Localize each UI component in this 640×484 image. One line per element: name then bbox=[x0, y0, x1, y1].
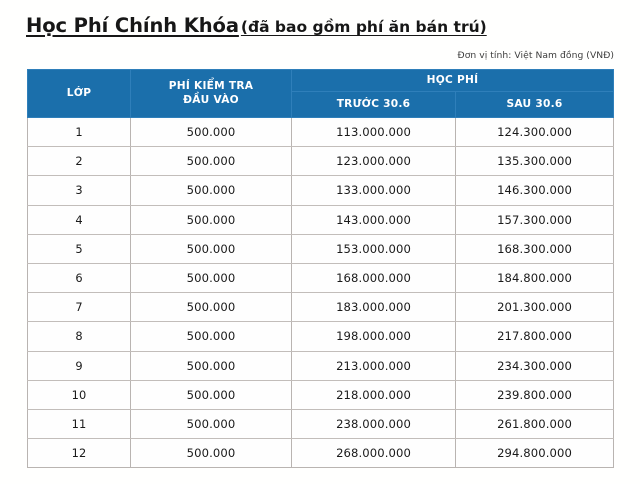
cell-entrance-fee: 500.000 bbox=[131, 322, 292, 351]
cell-tuition-after: 234.300.000 bbox=[456, 351, 614, 380]
cell-tuition-before: 168.000.000 bbox=[292, 263, 456, 292]
column-header-tuition-before: TRƯỚC 30.6 bbox=[292, 92, 456, 118]
table-row bbox=[28, 351, 614, 380]
cell-tuition-after: 261.800.000 bbox=[456, 409, 614, 438]
cell-tuition-before: 238.000.000 bbox=[292, 409, 456, 438]
table-row bbox=[28, 234, 614, 263]
cell-grade: 11 bbox=[28, 409, 131, 438]
page-title-subtitle: (đã bao gồm phí ăn bán trú) bbox=[240, 18, 487, 36]
cell-tuition-after: 239.800.000 bbox=[456, 380, 614, 409]
cell-tuition-before: 268.000.000 bbox=[292, 439, 456, 468]
currency-unit-note: Đơn vị tính: Việt Nam đồng (VNĐ) bbox=[457, 50, 614, 61]
table-row bbox=[28, 322, 614, 351]
cell-entrance-fee: 500.000 bbox=[131, 263, 292, 292]
cell-tuition-after: 157.300.000 bbox=[456, 205, 614, 234]
cell-grade: 6 bbox=[28, 263, 131, 292]
table-row bbox=[28, 118, 614, 147]
cell-grade: 4 bbox=[28, 205, 131, 234]
table-row bbox=[28, 380, 614, 409]
cell-entrance-fee: 500.000 bbox=[131, 351, 292, 380]
cell-entrance-fee: 500.000 bbox=[131, 176, 292, 205]
cell-entrance-fee: 500.000 bbox=[131, 118, 292, 147]
table-row bbox=[28, 205, 614, 234]
cell-entrance-fee: 500.000 bbox=[131, 147, 292, 176]
cell-grade: 7 bbox=[28, 293, 131, 322]
cell-tuition-after: 201.300.000 bbox=[456, 293, 614, 322]
cell-grade: 9 bbox=[28, 351, 131, 380]
column-header-entrance-fee bbox=[131, 70, 292, 118]
cell-tuition-before: 113.000.000 bbox=[292, 118, 456, 147]
table-body bbox=[28, 118, 614, 468]
cell-grade: 1 bbox=[28, 118, 131, 147]
cell-tuition-after: 294.800.000 bbox=[456, 439, 614, 468]
cell-tuition-after: 146.300.000 bbox=[456, 176, 614, 205]
cell-tuition-before: 198.000.000 bbox=[292, 322, 456, 351]
table-row bbox=[28, 176, 614, 205]
table-row bbox=[28, 263, 614, 292]
cell-tuition-after: 124.300.000 bbox=[456, 118, 614, 147]
table-header bbox=[28, 70, 614, 118]
cell-entrance-fee: 500.000 bbox=[131, 205, 292, 234]
cell-entrance-fee: 500.000 bbox=[131, 293, 292, 322]
table-row bbox=[28, 409, 614, 438]
cell-grade: 12 bbox=[28, 439, 131, 468]
page-title-main: Học Phí Chính Khóa bbox=[26, 14, 239, 37]
cell-tuition-after: 135.300.000 bbox=[456, 147, 614, 176]
cell-tuition-before: 183.000.000 bbox=[292, 293, 456, 322]
tuition-fee-table bbox=[27, 69, 614, 468]
cell-entrance-fee: 500.000 bbox=[131, 439, 292, 468]
cell-tuition-before: 218.000.000 bbox=[292, 380, 456, 409]
cell-entrance-fee: 500.000 bbox=[131, 409, 292, 438]
cell-tuition-before: 143.000.000 bbox=[292, 205, 456, 234]
column-header-tuition-after: SAU 30.6 bbox=[456, 92, 614, 118]
cell-tuition-after: 168.300.000 bbox=[456, 234, 614, 263]
cell-grade: 8 bbox=[28, 322, 131, 351]
cell-tuition-before: 133.000.000 bbox=[292, 176, 456, 205]
table-row bbox=[28, 439, 614, 468]
cell-grade: 2 bbox=[28, 147, 131, 176]
table-row bbox=[28, 293, 614, 322]
cell-tuition-after: 184.800.000 bbox=[456, 263, 614, 292]
column-header-entrance-fee-line2: ĐẦU VÀO bbox=[183, 93, 239, 106]
column-header-entrance-fee-line1: PHÍ KIỂM TRA bbox=[168, 80, 254, 93]
cell-entrance-fee: 500.000 bbox=[131, 380, 292, 409]
table-header-row-1 bbox=[28, 70, 614, 92]
cell-grade: 3 bbox=[28, 176, 131, 205]
cell-grade: 5 bbox=[28, 234, 131, 263]
cell-tuition-before: 123.000.000 bbox=[292, 147, 456, 176]
column-header-tuition-group: HỌC PHÍ bbox=[292, 70, 614, 92]
page-title bbox=[26, 14, 487, 37]
column-header-grade: LỚP bbox=[28, 70, 131, 118]
cell-entrance-fee: 500.000 bbox=[131, 234, 292, 263]
cell-tuition-before: 213.000.000 bbox=[292, 351, 456, 380]
cell-tuition-before: 153.000.000 bbox=[292, 234, 456, 263]
cell-grade: 10 bbox=[28, 380, 131, 409]
table-row bbox=[28, 147, 614, 176]
cell-tuition-after: 217.800.000 bbox=[456, 322, 614, 351]
